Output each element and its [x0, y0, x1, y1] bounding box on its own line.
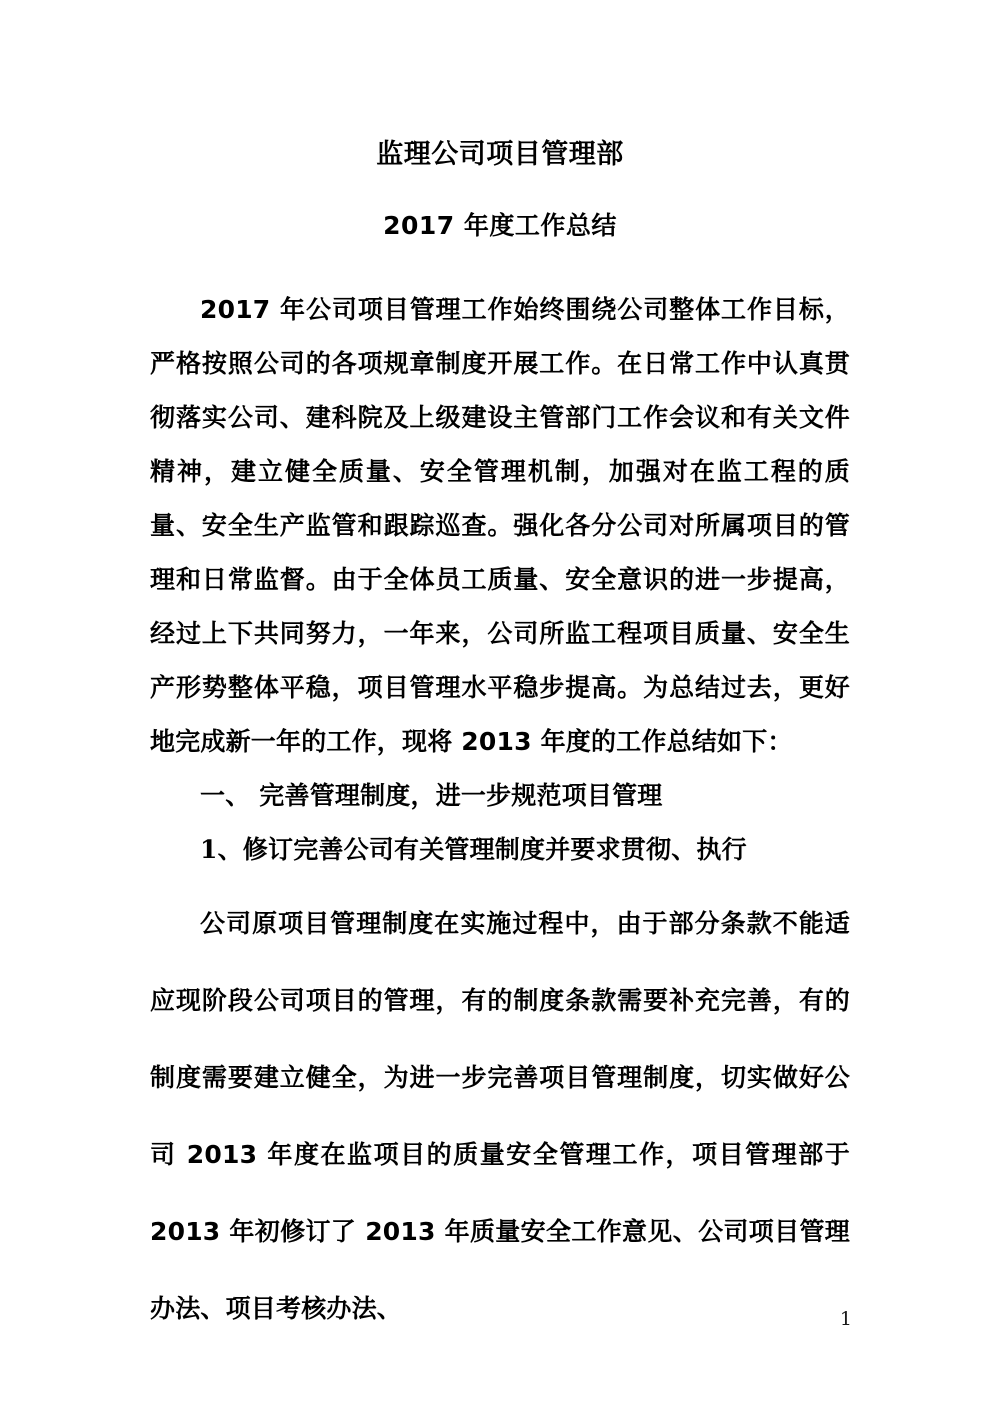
document-body: [150, 0, 850, 1347]
section-body-paragraph: 公司原项目管理制度在实施过程中，由于部分条款不能适应现阶段公司项目的管理，有的制度条款需要补充完善，有的制度需要建立健全，为进一步完善项目管理制度，切实做好公司 2013 年度在监项目的质量安全管理工作，项目管理部于 2013 年初修订了 2013 年质量安全工作意见、公司项目管理办法、项目考核办法、: [150, 909, 850, 1323]
page-subtitle: 2017 年度工作总结: [383, 211, 617, 240]
section-heading-level1: 一、 完善管理制度，进一步规范项目管理: [200, 781, 663, 810]
intro-paragraph: 2017 年公司项目管理工作始终围绕公司整体工作目标，严格按照公司的各项规章制度开展工作。在日常工作中认真贯彻落实公司、建科院及上级建设主管部门工作会议和有关文件精神，建立健全质量、安全管理机制，加强对在监工程的质量、安全生产监管和跟踪巡查。强化各分公司对所属项目的管理和日常监督。由于全体员工质量、安全意识的进一步提高，经过上下共同努力，一年来，公司所监工程项目质量、安全生产形势整体平稳，项目管理水平稳步提高。为总结过去，更好地完成新一年的工作，现将 2013 年度的工作总结如下：: [150, 295, 850, 756]
page-number: 1: [839, 1308, 852, 1330]
section-heading-level2: 1、修订完善公司有关管理制度并要求贯彻、执行: [200, 835, 747, 864]
page-title: 监理公司项目管理部: [376, 139, 624, 170]
